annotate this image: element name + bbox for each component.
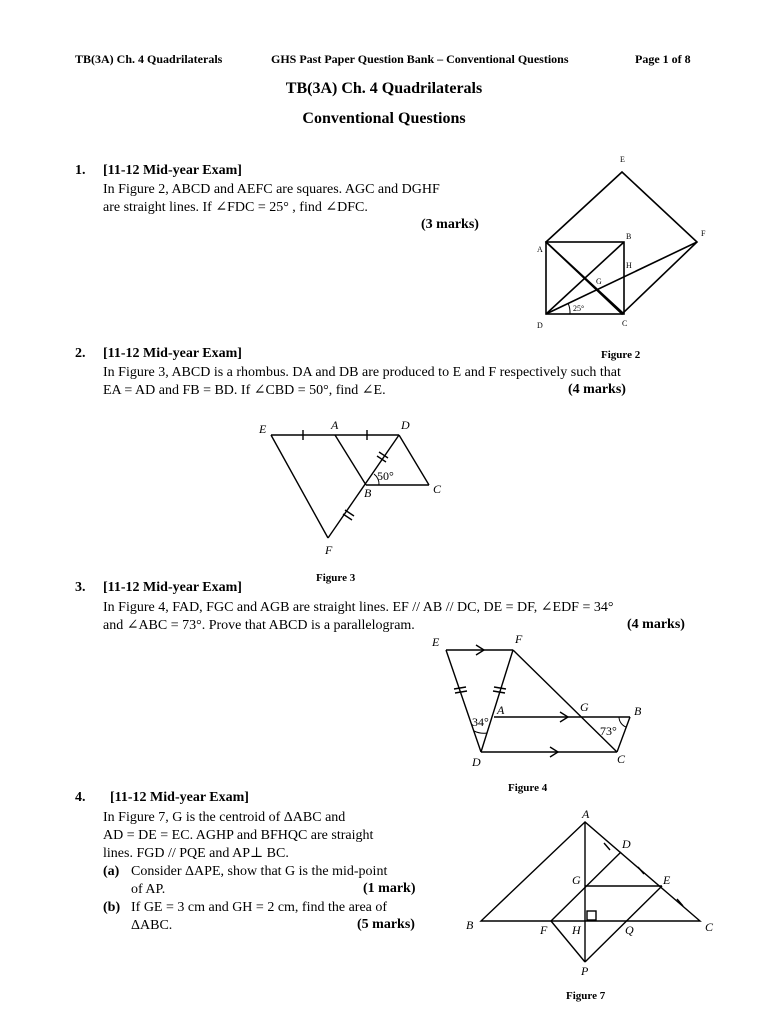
header-left: TB(3A) Ch. 4 Quadrilaterals (75, 52, 223, 66)
label-f: F (540, 923, 548, 937)
question-line: lines. FGD // PQE and AP⊥ BC. (103, 846, 289, 861)
angle-label-73: 73° (600, 724, 617, 738)
part-line: If GE = 3 cm and GH = 2 cm, find the area of (131, 900, 388, 915)
question-line: In Figure 3, ABCD is a rhombus. DA and DB are produced to E and F respectively such that (103, 365, 621, 380)
header-center: GHS Past Paper Question Bank – Conventional Questions (271, 52, 569, 66)
label-p: P (581, 964, 589, 978)
label-c: C (617, 752, 626, 766)
figure-caption: Figure 4 (508, 782, 548, 794)
label-b: B (626, 232, 632, 241)
label-a: A (497, 703, 505, 717)
question-source: [11-12 Mid-year Exam] (103, 163, 242, 178)
question-number: 1. (75, 163, 86, 178)
question-line: In Figure 4, FAD, FGC and AGB are straight lines. EF // AB // DC, DE = DF, ∠EDF = 34° (103, 600, 614, 615)
label-q: Q (625, 923, 634, 937)
label-e: E (620, 155, 625, 164)
question-line: EA = AD and FB = BD. If ∠CBD = 50°, find ∠E. (103, 383, 386, 398)
label-a: A (582, 807, 590, 821)
label-f: F (515, 632, 523, 646)
question-line: AD = DE = EC. AGHP and BFHQC are straight (103, 828, 374, 843)
label-g: G (596, 277, 602, 286)
label-g: G (572, 873, 581, 887)
page-title: TB(3A) Ch. 4 Quadrilaterals (285, 80, 483, 97)
question-marks: (3 marks) (421, 217, 479, 232)
angle-label-34: 34° (472, 715, 489, 729)
question-source: [11-12 Mid-year Exam] (103, 346, 242, 361)
angle-label: 50° (377, 469, 394, 483)
question-line: In Figure 7, G is the centroid of ΔABC and (103, 810, 346, 825)
question-marks: (4 marks) (568, 382, 626, 397)
header-right: Page 1 of 8 (635, 52, 691, 66)
label-f: F (325, 543, 333, 557)
question-marks: (4 marks) (627, 617, 685, 632)
angle-label: 25° (573, 304, 585, 313)
label-h: H (572, 923, 581, 937)
part-marks: (1 mark) (363, 881, 416, 896)
figure-caption: Figure 3 (316, 572, 356, 584)
label-e: E (663, 873, 671, 887)
question-source: [11-12 Mid-year Exam] (103, 580, 242, 595)
label-h: H (626, 261, 632, 270)
label-f: F (701, 229, 706, 238)
label-b: B (634, 704, 642, 718)
part-line: Consider ΔAPE, show that G is the mid-point (131, 864, 388, 879)
label-a: A (537, 245, 543, 254)
question-number: 2. (75, 346, 86, 361)
label-d: D (622, 837, 631, 851)
label-a: A (331, 418, 339, 432)
part-marks: (5 marks) (357, 917, 415, 932)
label-c: C (622, 319, 628, 328)
label-d: D (401, 418, 410, 432)
part-label: (b) (103, 900, 121, 915)
label-c: C (433, 482, 442, 496)
label-b: B (466, 918, 474, 932)
question-line: and ∠ABC = 73°. Prove that ABCD is a parallelogram. (103, 618, 415, 633)
page-subtitle: Conventional Questions (302, 110, 466, 127)
label-d: D (472, 755, 481, 769)
label-c: C (705, 920, 714, 934)
part-line: of AP. (131, 882, 166, 897)
label-e: E (259, 422, 267, 436)
question-line: In Figure 2, ABCD and AEFC are squares. AGC and DGHF (103, 182, 440, 197)
label-e: E (432, 635, 440, 649)
label-g: G (580, 700, 589, 714)
question-number: 3. (75, 580, 86, 595)
question-line: are straight lines. If ∠FDC = 25° , find ∠DFC. (103, 200, 368, 215)
label-d: D (537, 321, 543, 330)
question-source: [11-12 Mid-year Exam] (110, 790, 249, 805)
question-number: 4. (75, 790, 86, 805)
figure-caption: Figure 7 (566, 990, 606, 1002)
figure-caption: Figure 2 (601, 349, 641, 361)
part-line: ΔABC. (131, 918, 173, 933)
label-b: B (364, 486, 372, 500)
part-label: (a) (103, 864, 120, 879)
